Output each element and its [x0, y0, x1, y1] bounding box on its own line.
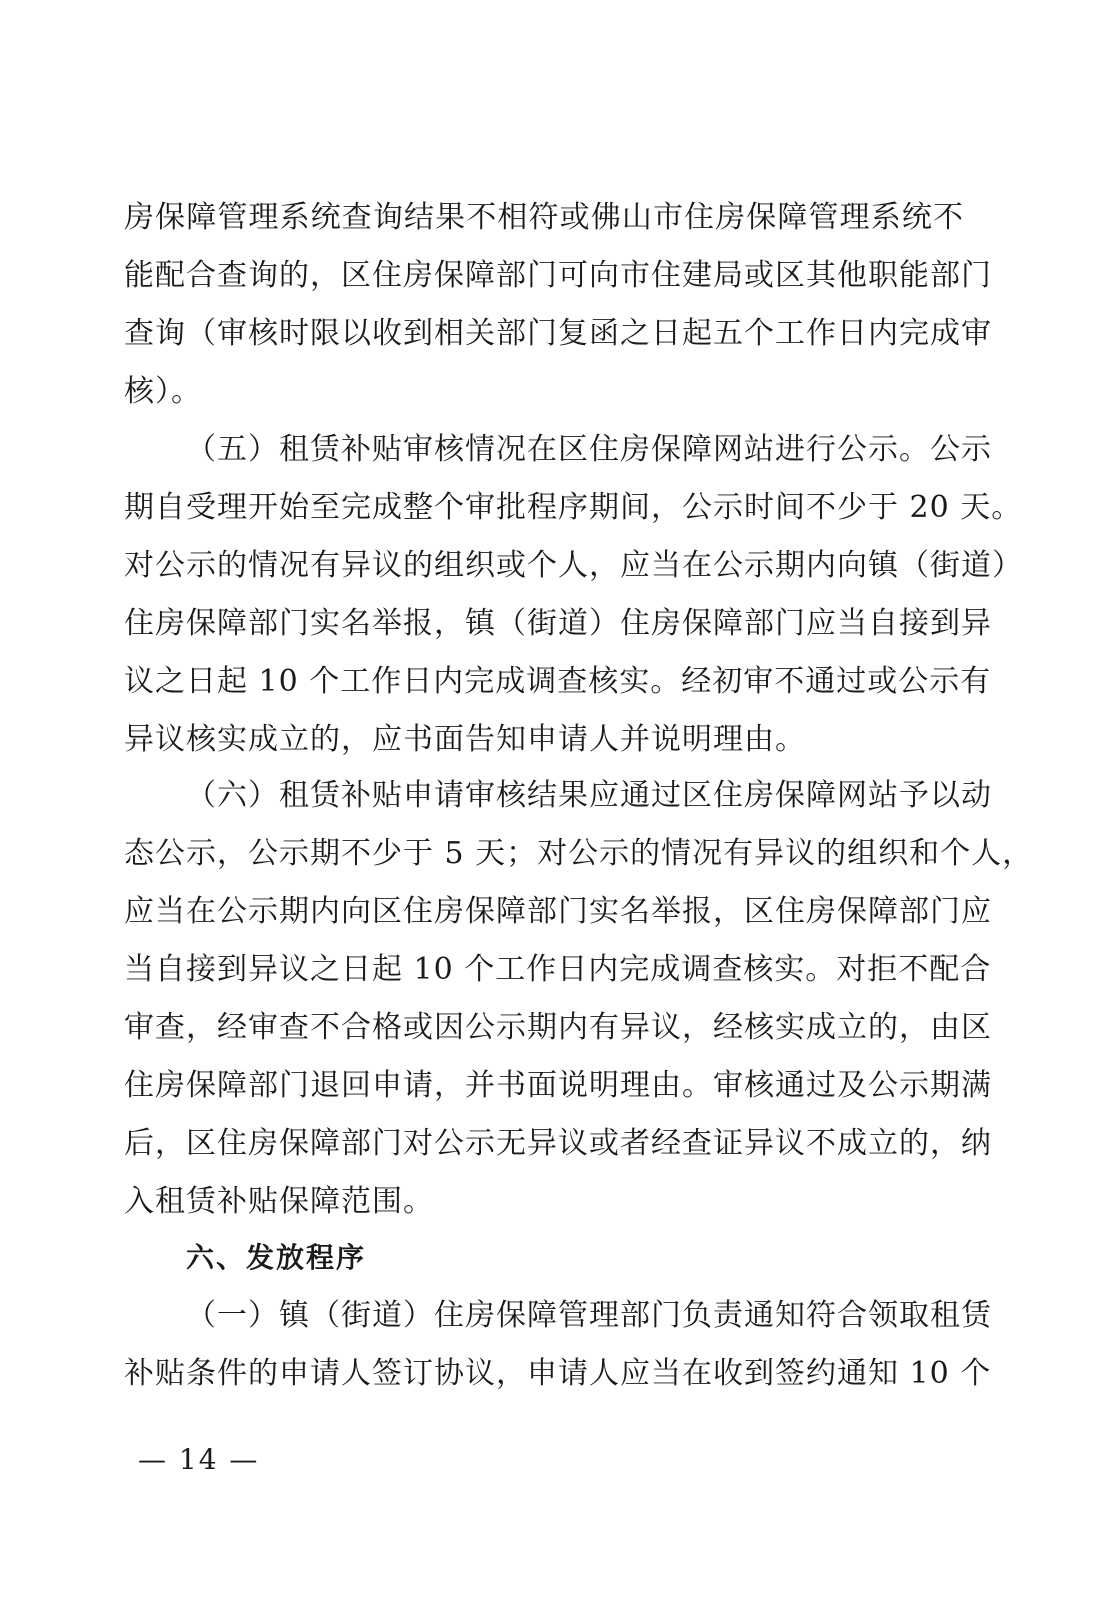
paragraph-4-line-1: （一）镇（街道）住房保障管理部门负责通知符合领取租赁	[186, 1298, 992, 1333]
page-number: — 14 —	[138, 1443, 260, 1476]
paragraph-3-line-2: 态公示，公示期不少于 5 天；对公示的情况有异议的组织和个人，	[124, 836, 1034, 871]
paragraph-2-line-6: 异议核实成立的，应书面告知申请人并说明理由。	[124, 722, 806, 757]
paragraph-2-line-4: 住房保障部门实名举报，镇（街道）住房保障部门应当自接到异	[124, 606, 992, 641]
paragraph-4-line-2: 补贴条件的申请人签订协议，申请人应当在收到签约通知 10 个	[124, 1356, 992, 1391]
paragraph-3-line-7: 后，区住房保障部门对公示无异议或者经查证异议不成立的，纳	[124, 1126, 992, 1161]
paragraph-2-line-5: 议之日起 10 个工作日内完成调查核实。经初审不通过或公示有	[124, 664, 992, 699]
section-heading: 六、发放程序	[186, 1241, 367, 1274]
paragraph-3-line-8: 入租赁补贴保障范围。	[124, 1184, 434, 1219]
paragraph-2-line-2: 期自受理开始至完成整个审批程序期间，公示时间不少于 20 天。	[124, 490, 1023, 525]
paragraph-1-line-1: 房保障管理系统查询结果不相符或佛山市住房保障管理系统不	[124, 200, 964, 235]
paragraph-1-line-4: 核）。	[124, 374, 202, 409]
paragraph-3-line-3: 应当在公示期内向区住房保障部门实名举报，区住房保障部门应	[124, 894, 992, 929]
paragraph-3-line-5: 审查，经审查不合格或因公示期内有异议，经核实成立的，由区	[124, 1010, 992, 1045]
paragraph-1-line-2: 能配合查询的，区住房保障部门可向市住建局或区其他职能部门	[124, 258, 992, 293]
paragraph-3-line-1: （六）租赁补贴申请审核结果应通过区住房保障网站予以动	[186, 778, 992, 813]
paragraph-1-line-3: 查询（审核时限以收到相关部门复函之日起五个工作日内完成审	[124, 316, 992, 351]
paragraph-2-line-1: （五）租赁补贴审核情况在区住房保障网站进行公示。公示	[186, 432, 992, 467]
paragraph-2-line-3: 对公示的情况有异议的组织或个人，应当在公示期内向镇（街道）	[124, 548, 1023, 583]
paragraph-3-line-6: 住房保障部门退回申请，并书面说明理由。审核通过及公示期满	[124, 1068, 992, 1103]
paragraph-3-line-4: 当自接到异议之日起 10 个工作日内完成调查核实。对拒不配合	[124, 952, 992, 987]
